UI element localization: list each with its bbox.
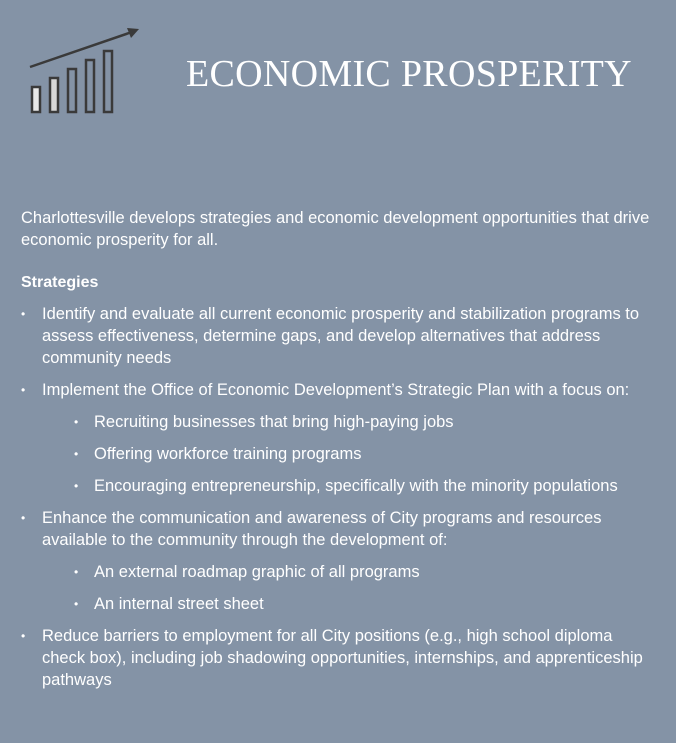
growth-chart-icon: [26, 25, 142, 117]
strategy-item: [21, 379, 651, 497]
page-title: ECONOMIC PROSPERITY: [186, 53, 632, 95]
strategy-item: [21, 625, 651, 691]
strategies-heading: Strategies: [21, 274, 99, 291]
strategy-text: Reduce barriers to employment for all City positions (e.g., high school diploma check box), including job shadowing opportunities, internships, and apprenticeship pathways: [42, 627, 643, 689]
page-header: [0, 0, 676, 130]
strategy-item: [21, 507, 651, 615]
strategy-subitem: • Encouraging entrepreneurship, specifically with the minority populations: [63, 475, 651, 497]
strategy-sublist: [42, 561, 651, 615]
strategy-text: Identify and evaluate all current economic prosperity and stabilization programs to assess effectiveness, determine gaps, and develop alternatives that address community needs: [42, 305, 640, 367]
strategy-item: [21, 303, 651, 369]
strategy-subitem: • Recruiting businesses that bring high-paying jobs: [63, 411, 651, 433]
strategy-sublist: [42, 411, 651, 497]
strategy-subitem: • Offering workforce training programs: [63, 443, 651, 465]
strategy-text: Implement the Office of Economic Development’s Strategic Plan with a focus on:: [42, 381, 630, 399]
strategy-text: Enhance the communication and awareness of City programs and resources available to the community through the development of:: [42, 509, 602, 549]
strategy-subitem: • An internal street sheet: [63, 593, 651, 615]
strategies-list: [21, 303, 651, 691]
strategy-subitem: • An external roadmap graphic of all programs: [63, 561, 651, 583]
content-body: [21, 207, 651, 701]
intro-paragraph: Charlottesville develops strategies and economic development opportunities that drive economic prosperity for all.: [21, 209, 650, 249]
